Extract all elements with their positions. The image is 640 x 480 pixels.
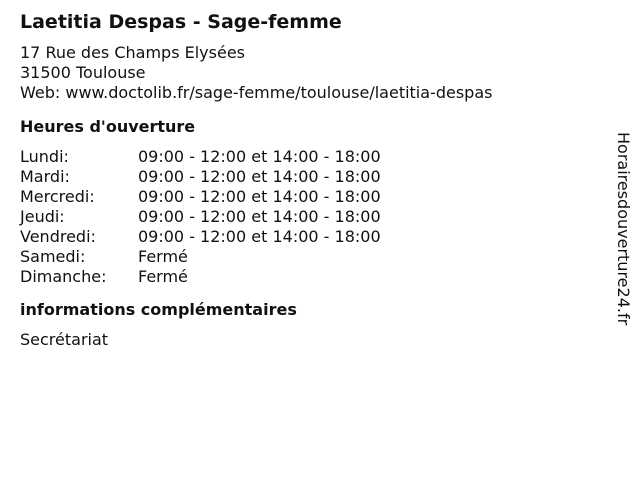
hours-table [20,147,600,287]
hours-row-monday [20,147,600,167]
address-block [20,43,600,103]
day-hours: 09:00 - 12:00 et 14:00 - 18:00 [138,147,381,166]
hours-title: Heures d'ouverture [20,117,196,136]
hours-row-tuesday [20,167,600,187]
day-hours: 09:00 - 12:00 et 14:00 - 18:00 [138,167,381,186]
hours-row-sunday [20,267,600,287]
hours-row-saturday [20,247,600,267]
address-street: 17 Rue des Champs Elysées [20,43,245,62]
day-hours: Fermé [138,267,188,286]
day-label: Mercredi: [20,187,95,206]
hours-row-friday [20,227,600,247]
address-city: 31500 Toulouse [20,63,146,82]
address-web: Web: www.doctolib.fr/sage-femme/toulouse/laetitia-despas [20,83,493,102]
watermark-text: Horairesdouverture24.fr [614,132,633,326]
day-label: Mardi: [20,167,70,186]
day-label: Lundi: [20,147,69,166]
day-label: Vendredi: [20,227,96,246]
watermark [612,132,634,347]
day-hours: 09:00 - 12:00 et 14:00 - 18:00 [138,227,381,246]
business-card [20,10,600,350]
day-label: Samedi: [20,247,86,266]
day-label: Dimanche: [20,267,107,286]
hours-row-wednesday [20,187,600,207]
info-title: informations complémentaires [20,300,297,319]
day-hours: Fermé [138,247,188,266]
day-hours: 09:00 - 12:00 et 14:00 - 18:00 [138,207,381,226]
day-hours: 09:00 - 12:00 et 14:00 - 18:00 [138,187,381,206]
hours-row-thursday [20,207,600,227]
info-text: Secrétariat [20,330,109,349]
page-title: Laetitia Despas - Sage-femme [20,11,342,33]
day-label: Jeudi: [20,207,65,226]
